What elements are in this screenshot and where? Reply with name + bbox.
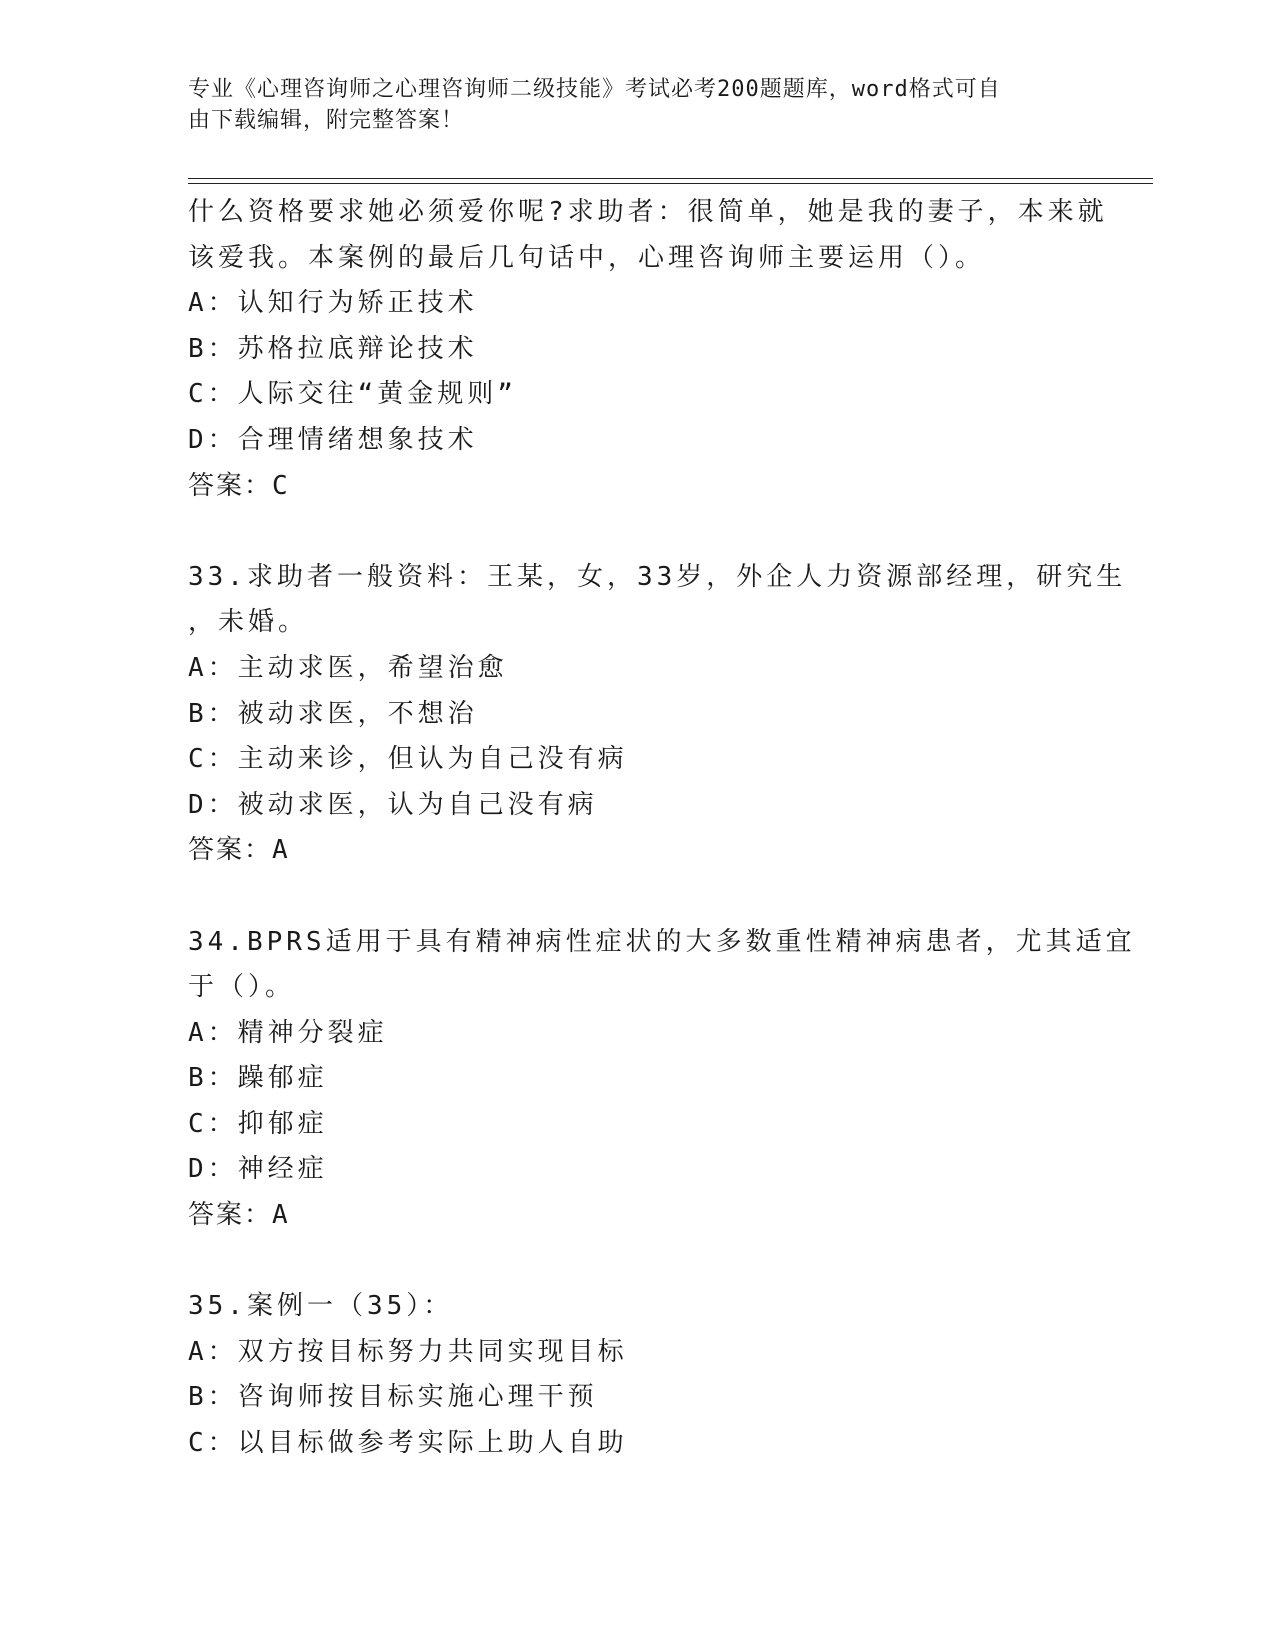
option-a: A：精神分裂症 — [188, 1017, 388, 1048]
option-c: C：以目标做参考实际上助人自助 — [188, 1428, 628, 1459]
header-rule-bottom — [188, 183, 1153, 184]
question-32 — [188, 190, 1108, 509]
header-line-2: 由下载编辑，附完整答案！ — [188, 108, 465, 133]
spacer — [188, 874, 1088, 920]
answer-line — [188, 464, 1088, 510]
option-b: B：被动求医，不想治 — [188, 698, 478, 729]
option-b: B：苏格拉底辩论技术 — [188, 333, 478, 364]
answer-value: C — [272, 470, 290, 501]
spacer — [188, 1239, 1088, 1285]
answer-line — [188, 828, 1088, 874]
header-rule-top — [188, 178, 1153, 179]
option-c: C：抑郁症 — [188, 1108, 328, 1139]
question-34 — [188, 920, 1136, 1239]
question-35 — [188, 1284, 1088, 1466]
question-33 — [188, 555, 1127, 874]
option-d: D：被动求医，认为自己没有病 — [188, 789, 598, 820]
option-b: B：躁郁症 — [188, 1063, 328, 1094]
answer-value: A — [272, 835, 290, 866]
option-a: A：双方按目标努力共同实现目标 — [188, 1336, 628, 1367]
question-stem-line: 33.求助者一般资料：王某，女，33岁，外企人力资源部经理，研究生 — [188, 561, 1127, 592]
spacer — [188, 509, 1088, 555]
question-stem-line: 什么资格要求她必须爱你呢?求助者：很简单，她是我的妻子，本来就 — [188, 197, 1108, 227]
question-stem-line: 于（）。 — [188, 972, 296, 1003]
answer-value: A — [272, 1200, 290, 1231]
question-stem-line: 该爱我。本案例的最后几句话中，心理咨询师主要运用（）。 — [188, 242, 986, 273]
question-list — [188, 190, 1136, 1467]
question-stem-line: ，未婚。 — [188, 607, 309, 638]
answer-label: 答案： — [188, 470, 273, 501]
document-header — [188, 74, 1088, 136]
answer-label: 答案： — [188, 1200, 273, 1231]
header-line-1: 专业《心理咨询师之心理咨询师二级技能》考试必考200题题库，word格式可自 — [188, 77, 1001, 102]
option-c: C：人际交往“黄金规则” — [188, 379, 517, 410]
option-a: A：认知行为矫正技术 — [188, 288, 478, 319]
option-c: C：主动来诊，但认为自己没有病 — [188, 744, 628, 775]
question-stem-line: 35.案例一（35）： — [188, 1291, 454, 1322]
answer-line — [188, 1193, 1088, 1239]
question-stem-line: 34.BPRS适用于具有精神病性症状的大多数重性精神病患者，尤其适宜 — [188, 926, 1136, 957]
option-d: D：神经症 — [188, 1154, 328, 1185]
option-b: B：咨询师按目标实施心理干预 — [188, 1382, 598, 1413]
option-a: A：主动求医，希望治愈 — [188, 652, 508, 683]
answer-label: 答案： — [188, 835, 273, 866]
option-d: D：合理情绪想象技术 — [188, 424, 478, 455]
